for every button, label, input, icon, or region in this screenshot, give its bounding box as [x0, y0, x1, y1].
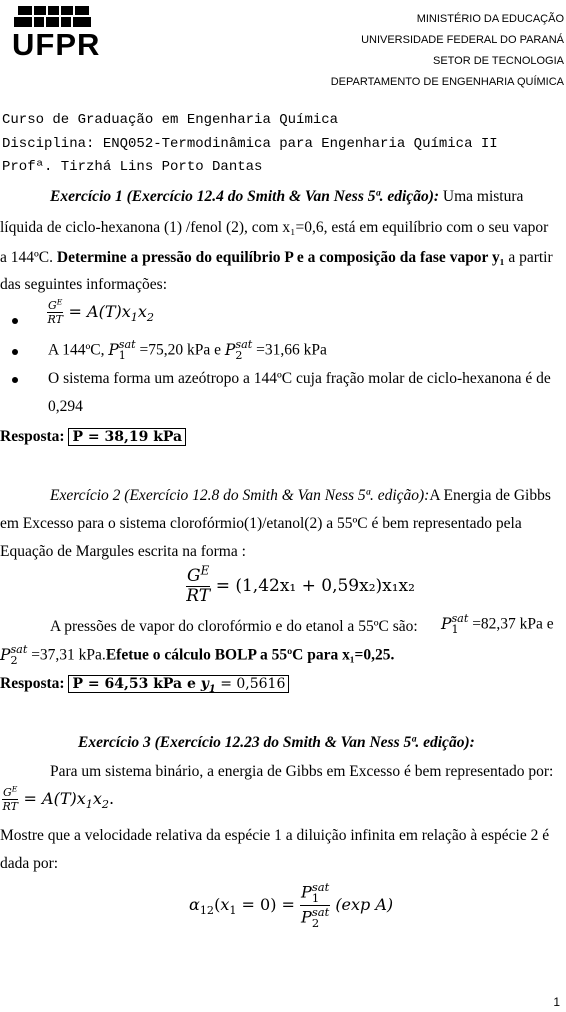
university: UNIVERSIDADE FEDERAL DO PARANÁ — [361, 34, 564, 46]
ufpr-logo — [4, 2, 100, 64]
course-info — [2, 109, 498, 180]
department: DEPARTAMENTO DE ENGENHARIA QUÍMICA — [330, 76, 564, 88]
ex2-title-line — [50, 487, 551, 505]
ex2-answer-line — [0, 675, 289, 693]
ex1-line3 — [0, 249, 553, 267]
ex2-line2: em Excesso para o sistema clorofórmio(1)/etanol(2) a 55ºC é bem representado pela — [0, 515, 522, 532]
ex3-ge-equation: $\frac{G^E}{RT}$ = $A(T)x_1x_2$. — [2, 784, 115, 813]
ex1-text1: Uma mistura — [439, 188, 524, 205]
sector: SETOR DE TECNOLOGIA — [432, 55, 564, 67]
ex2-line6: P sat 2 =37,31 kPa.Efetue o cálculo BOLP a 55ºC para x₁=0,25. — [0, 643, 395, 667]
page-number: 1 — [553, 995, 560, 1009]
ex3-title-text: Exercício 3 (Exercício 12.23 do Smith & Van Ness 5ª. edição): — [78, 734, 475, 751]
ex1-bullet2: A 144ºC, P sat 1 =75,20 kPa e P sat 2 =31,66 kPa — [48, 338, 327, 362]
ex2-eq-rhs: = (1,42x₁ + 0,59x₂)x₁x₂ — [215, 576, 415, 596]
ex2-answer: P = 64,53 kPa e $y_1 = 0,5616$ — [68, 675, 289, 693]
ex2-line5 — [50, 618, 418, 636]
ex1-ge-equation: $\frac{G^E}{RT}$ = $A(T)x_1x_2$ — [47, 297, 155, 326]
ex1-bullet2-a: A 144ºC, — [48, 341, 109, 359]
ex1-line2: líquida de ciclo-hexanona (1) /fenol (2), com x₁=0,6, está em equilíbrio com o seu vapor — [0, 219, 549, 236]
ministry: MINISTÉRIO DA EDUCAÇÃO — [416, 13, 564, 25]
ex1-bullet3-line1: O sistema forma um azeótropo a 144ºC cuja fração molar de ciclo-hexanona é de — [48, 370, 551, 387]
ex1-answer-label: Resposta: — [0, 428, 65, 445]
course-name: Curso de Graduação em Engenharia Química — [2, 112, 339, 128]
ex3-line3: Mostre que a velocidade relativa da espécie 1 a diluição infinita em relação à espécie 2 é — [0, 827, 550, 844]
ex2-answer-label: Resposta: — [0, 675, 65, 692]
ex2-line5-tail: P sat 1 =82,37 kPa e — [441, 612, 554, 636]
ex2-task: Efetue o cálculo BOLP a 55ºC para x₁=0,25. — [105, 646, 395, 664]
ex3-eq-tail: (exp A) — [335, 894, 394, 914]
ex1-answer: P = 38,19 kPa — [68, 428, 186, 446]
ex1-line3a: a 144ºC. — [0, 249, 57, 266]
ex1-bullet2-c: =31,66 kPa — [252, 341, 327, 359]
discipline: Disciplina: ENQ052-Termodinâmica para Engenharia Química II — [2, 135, 498, 152]
ex2-line3: Equação de Margules escrita na forma : — [0, 543, 246, 560]
bullet — [12, 377, 18, 383]
ex3-line4: dada por: — [0, 855, 59, 872]
ex2-answer-p: P = 64,53 kPa e — [72, 676, 201, 692]
ex2-text1: A Energia de Gibbs — [429, 487, 551, 504]
ex2-margules-equation: $\frac{G^E}{RT}$ = (1,42x₁ + 0,59x₂)x₁x₂ — [186, 563, 415, 606]
ex2-answer-y: = 0,5616 — [220, 676, 286, 692]
ex1-bullet2-b: =75,20 kPa e — [135, 341, 225, 359]
ex1-title-line — [50, 188, 523, 206]
ex1-title: Exercício 1 (Exercício 12.4 do Smith & Van Ness 5ª. edição): — [50, 188, 440, 205]
ex1-line4: das seguintes informações: — [0, 276, 168, 293]
ex2-title: Exercício 2 (Exercício 12.8 do Smith & Van Ness 5ª. edição): — [50, 487, 430, 504]
ex3-alpha-equation: $\alpha_{12}(x_1 = 0)$ = P sat 1 P sat 2 (exp A) — [189, 880, 394, 930]
ex2-line6a: =37,31 kPa. — [27, 646, 106, 664]
ex1-bullet3-line2: 0,294 — [48, 398, 83, 415]
ex3-line1: Para um sistema binário, a energia de Gibbs em Excesso é bem representado por: — [50, 763, 554, 780]
professor: Profª. Tirzhá Lins Porto Dantas — [2, 159, 263, 175]
ex1-answer-line — [0, 428, 186, 446]
ex1-task: Determine a pressão do equilíbrio P e a composição da fase vapor y₁ — [56, 249, 505, 266]
ex3-title — [78, 734, 475, 752]
bullet — [12, 318, 18, 324]
ex2-line5b: =82,37 kPa e — [468, 615, 554, 633]
institution-block — [331, 9, 564, 93]
ex1-line3c: a partir — [504, 249, 553, 266]
bullet — [12, 349, 18, 355]
logo-text: UFPR — [12, 27, 101, 62]
ex2-line5a: A pressões de vapor do clorofórmio e do etanol a 55ºC são: — [50, 618, 418, 635]
